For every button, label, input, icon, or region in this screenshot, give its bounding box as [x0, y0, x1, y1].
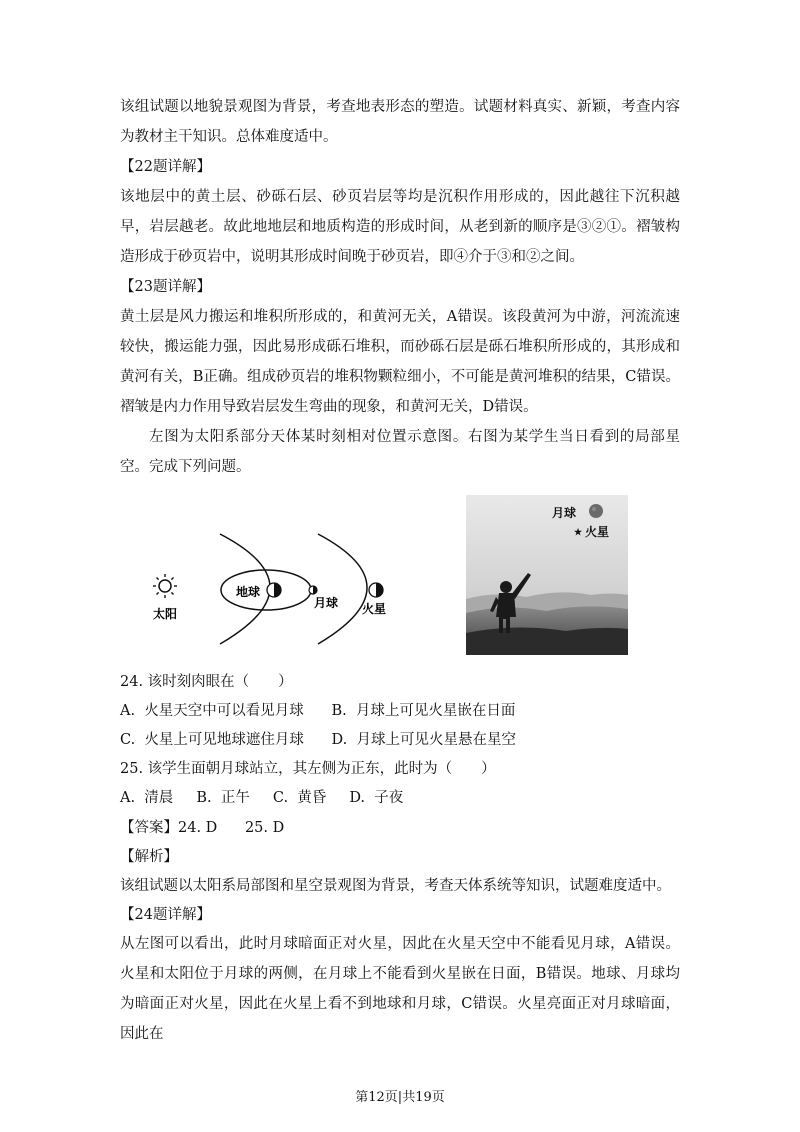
sun-label: 太阳 — [153, 607, 178, 621]
photo-moon-label: 月球 — [552, 506, 577, 520]
moon-body — [309, 586, 317, 594]
mars-orbit — [318, 534, 367, 644]
moon-label: 月球 — [314, 596, 339, 610]
q25-stem: 25. 该学生面朝月球站立，其左侧为正东，此时为（ ） — [120, 761, 496, 777]
solar-system-diagram — [148, 528, 460, 652]
photo-moon — [589, 504, 603, 518]
photo-mars-label: 火星 — [585, 525, 610, 539]
answer-line: 【答案】24. D 25. D — [120, 820, 285, 836]
night-sky-photo — [466, 495, 628, 655]
q23-text: 黄土层是风力搬运和堆积所形成的，和黄河无关，A错误。该段黄河为中游，河流流速较快，搬运能力强，因此易形成砾石堆积，而砂砾石层是砾石堆积所形成的，其形成和黄河有关，B正确。组成砂页岩的堆积物颗粒细小，不可能是黄河堆积的结果，C错误。褶皱是内力作用导致岩层发生弯曲的现象，和黄河无关，D错误。 — [120, 309, 680, 415]
q24-options-row2: C. 火星上可见地球遮住月球 D. 月球上可见火星悬在星空 — [120, 732, 516, 748]
q24-detail-text: 从左图可以看出，此时月球暗面正对火星，因此在火星天空中不能看见月球，A错误。火星和太阳位于月球的两侧，在月球上不能看到火星嵌在日面，B错误。地球、月球均为暗面正对火星，因此在火星上看不到地球和月球，C错误。火星亮面正对月球暗面，因此在 — [120, 936, 680, 1042]
q22-text: 该地层中的黄土层、砂砾石层、砂页岩层等均是沉积作用形成的，因此越往下沉积越早，岩层越老。故此地地层和地质构造的形成时间，从老到新的顺序是③②①。褶皱构造形成于砂页岩中，说明其形成时间晚于砂页岩，即④介于③和②之间。 — [120, 189, 680, 265]
analysis-summary: 该组试题以太阳系局部图和星空景观图为背景，考查天体系统等知识，试题难度适中。 — [120, 878, 671, 894]
earth-body — [267, 583, 281, 597]
earth-label: 地球 — [236, 585, 261, 599]
mars-label: 火星 — [362, 602, 387, 616]
q24-detail-heading: 【24题详解】 — [120, 907, 211, 923]
q22-heading: 【22题详解】 — [120, 159, 211, 175]
q23-heading: 【23题详解】 — [120, 279, 211, 295]
mars-body — [369, 583, 383, 597]
sun-icon — [153, 574, 177, 598]
star-icon: ★ — [574, 528, 583, 538]
q25-options: A. 清晨 B. 正午 C. 黄昏 D. 子夜 — [120, 790, 404, 806]
question-prompt: 左图为太阳系部分天体某时刻相对位置示意图。右图为某学生当日看到的局部星空。完成下列问题。 — [120, 429, 680, 475]
intro-summary: 该组试题以地貌景观图为背景，考查地表形态的塑造。试题材料真实、新颖，考查内容为教材主干知识。总体难度适中。 — [120, 99, 680, 145]
q24-options-row1: A. 火星天空中可以看见月球 B. 月球上可见火星嵌在日面 — [120, 703, 516, 719]
analysis-heading: 【解析】 — [120, 849, 178, 865]
q24-stem: 24. 该时刻肉眼在（ ） — [120, 674, 293, 690]
page-footer: 第12页|共19页 — [355, 1090, 445, 1105]
